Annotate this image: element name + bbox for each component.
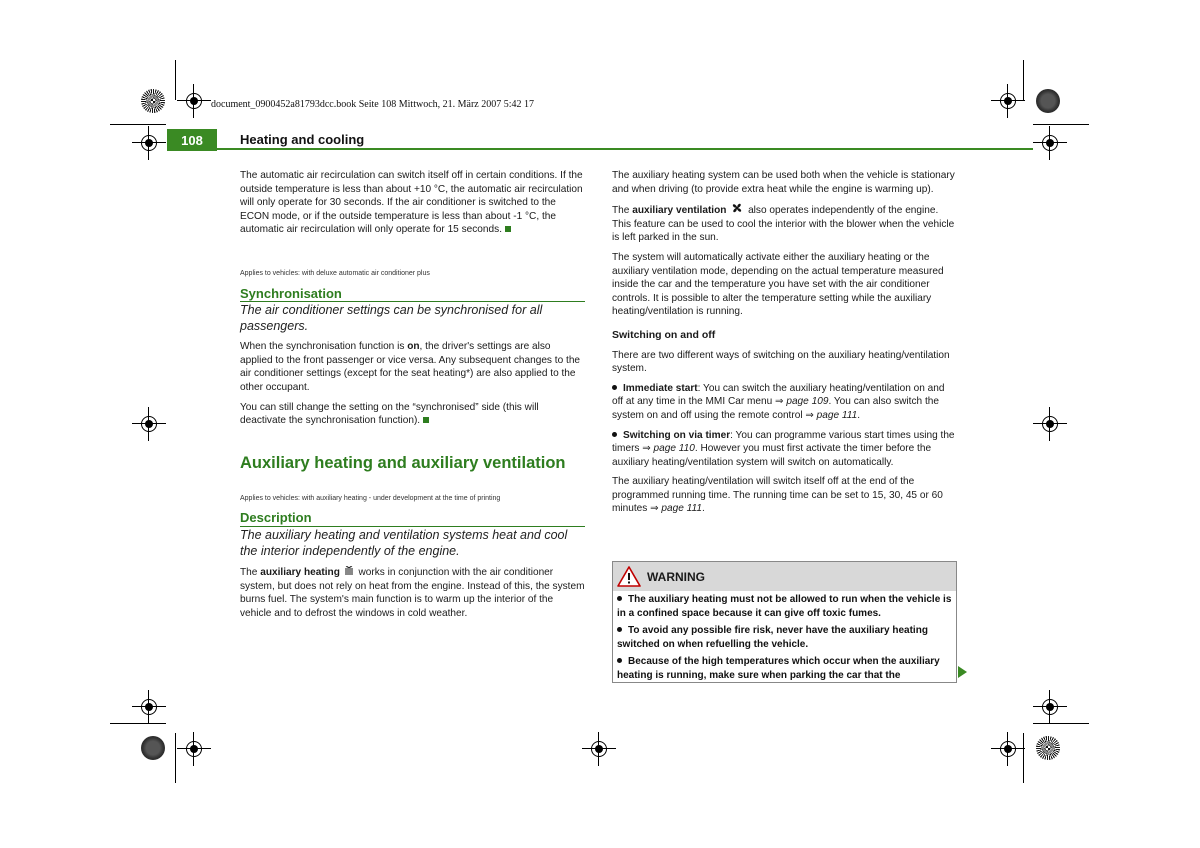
paragraph: There are two different ways of switching on the auxiliary heating/ventilation system. — [612, 349, 950, 375]
bullet-icon — [617, 596, 622, 601]
bold-text: Switching on via timer — [623, 429, 731, 441]
lead-text: The air conditioner settings can be synchronised for all passengers. — [240, 303, 543, 334]
bold-text: Immediate start — [623, 382, 698, 394]
registration-crosshair-icon — [141, 135, 157, 151]
paragraph — [612, 202, 957, 245]
text: . However you must first activate the timer before the auxiliary heating/ventilation system will switch on automatically. — [612, 443, 932, 468]
header-rule — [217, 148, 1033, 150]
intro-text: The automatic air recirculation can switch itself off in certain conditions. If the outside temperature is less than about +10 °C, the automatic air recirculation will only operate for 30 seconds. If the air conditioner is switched to the ECON mode, or if the outside temperature is less than about -1 °C, the automatic air recirculation will only operate for 15 seconds. — [240, 170, 583, 236]
crop-mark — [175, 60, 176, 100]
bold-text: on — [407, 341, 420, 353]
paragraph: The system will automatically activate either the auxiliary heating or the auxiliary ventilation mode, depending on the actual temperature measured inside the car and the temperature you have set with the air conditioner controls. It is possible to alter the temperature setting while the auxiliary heating/ventilation is running. — [612, 251, 944, 318]
intro-paragraph — [240, 169, 585, 237]
bullet-icon — [612, 385, 617, 390]
crop-mark — [1033, 723, 1089, 724]
print-note: document_0900452a81793dcc.book Seite 108 Mittwoch, 21. März 2007 5:42 17 — [211, 99, 535, 110]
section-heading-description: Description — [240, 511, 585, 527]
registration-crosshair-icon — [591, 741, 607, 757]
registration-crosshair-icon — [1042, 135, 1058, 151]
right-column — [612, 169, 957, 522]
running-title: Heating and cooling — [240, 132, 365, 147]
warning-item — [617, 655, 952, 682]
warning-title: WARNING — [647, 569, 705, 584]
warning-header — [613, 562, 956, 591]
text: . — [857, 409, 861, 421]
page-number: 108 — [167, 129, 217, 151]
registration-starburst-icon — [141, 736, 165, 760]
lead-text: The auxiliary heating and ventilation systems heat and cool the interior independently of the engine. — [240, 527, 568, 558]
end-of-section-icon — [423, 417, 429, 423]
registration-starburst-icon — [141, 89, 165, 113]
warning-body — [613, 591, 956, 682]
bold-text: auxiliary heating — [260, 566, 340, 578]
text: The — [240, 566, 261, 578]
left-column — [240, 169, 585, 626]
bullet-item — [612, 429, 957, 470]
paragraph — [240, 340, 585, 394]
page-reference[interactable]: page 109 — [786, 396, 829, 408]
registration-starburst-icon — [1036, 89, 1060, 113]
subheading-switching: Switching on and off — [612, 328, 716, 341]
continue-arrow-icon — [958, 666, 967, 678]
end-of-section-icon — [505, 226, 511, 232]
applies-note: Applies to vehicles: with auxiliary heating - under development at the time of printing — [240, 494, 501, 502]
text: works in conjunction with the air conditioner system, but does not rely on heat from the engine. Instead of this, the system burns fuel. The system's main function is to warm up the interior of the vehicle and to defrost the windows in cold weather. — [240, 566, 585, 619]
text: . — [702, 503, 705, 515]
paragraph — [240, 565, 585, 620]
registration-crosshair-icon — [141, 416, 157, 432]
registration-crosshair-icon — [1042, 699, 1058, 715]
text: When the synchronisation function is — [240, 341, 408, 353]
registration-starburst-icon — [1036, 736, 1060, 760]
registration-crosshair-icon — [1000, 741, 1016, 757]
bullet-icon — [617, 658, 622, 663]
registration-crosshair-icon — [1042, 416, 1058, 432]
warning-text: To avoid any possible fire risk, never have the auxiliary heating switched on when refuelling the vehicle. — [617, 625, 928, 650]
page-reference[interactable]: page 110 — [653, 443, 695, 455]
text: : You can switch the auxiliary heating/ventilation on and off at any time in the MMI Car menu ⇒ — [612, 382, 945, 408]
paragraph — [240, 401, 585, 428]
paragraph — [612, 475, 957, 516]
registration-crosshair-icon — [186, 93, 202, 109]
page-reference[interactable]: page 111 — [661, 503, 703, 515]
crop-mark — [1023, 60, 1024, 100]
text: . You can also switch the system on and off using the remote control ⇒ — [612, 396, 939, 421]
applies-note: Applies to vehicles: with deluxe automatic air conditioner plus — [240, 269, 430, 277]
crop-mark — [1033, 124, 1089, 125]
warning-triangle-icon — [617, 566, 641, 587]
text: The auxiliary heating/ventilation will switch itself off at the end of the programmed running time. The running time can be set to 15, 30, 45 or 60 minutes ⇒ — [612, 476, 943, 515]
auxiliary-heating-icon — [345, 565, 354, 576]
section-heading-synchronisation: Synchronisation — [240, 287, 585, 303]
warning-item — [617, 593, 952, 620]
text: also operates independently of the engine. This feature can be used to cool the interior with the blower when the vehicle is left parked in the sun. — [612, 205, 955, 244]
crop-mark — [175, 733, 176, 783]
text: : You can programme various start times using the timers ⇒ — [612, 429, 955, 455]
crop-mark — [110, 723, 166, 724]
warning-text: The auxiliary heating must not be allowed to run when the vehicle is in a confined space because it can give off toxic fumes. — [617, 594, 952, 619]
bold-text: auxiliary ventilation — [632, 205, 727, 217]
page-reference[interactable]: page 111 — [816, 409, 858, 421]
text: You can still change the setting on the “synchronised” side (this will deactivate the synchronisation function). — [240, 401, 539, 427]
warning-text: Because of the high temperatures which occur when the auxiliary heating is running, make sure when parking the car that the — [617, 656, 940, 681]
registration-crosshair-icon — [1000, 93, 1016, 109]
chapter-heading: Auxiliary heating and auxiliary ventilation — [240, 453, 566, 472]
registration-crosshair-icon — [186, 741, 202, 757]
crop-mark — [110, 124, 166, 125]
text: The — [612, 205, 633, 217]
warning-item — [617, 624, 952, 651]
paragraph: The auxiliary heating system can be used both when the vehicle is stationary and when driving (to provide extra heat while the engine is warming up). — [612, 170, 955, 195]
bullet-icon — [612, 432, 617, 437]
registration-crosshair-icon — [141, 699, 157, 715]
text: , the driver's settings are also applied to the front passenger or vice versa. Any subsequent changes to the air conditioner settings (except for the seat heating*) are also applied to the other occupant. — [240, 341, 581, 393]
bullet-icon — [617, 627, 622, 632]
bullet-item — [612, 382, 957, 423]
warning-box — [612, 561, 957, 683]
fan-icon — [731, 202, 743, 214]
crop-mark — [1023, 733, 1024, 783]
